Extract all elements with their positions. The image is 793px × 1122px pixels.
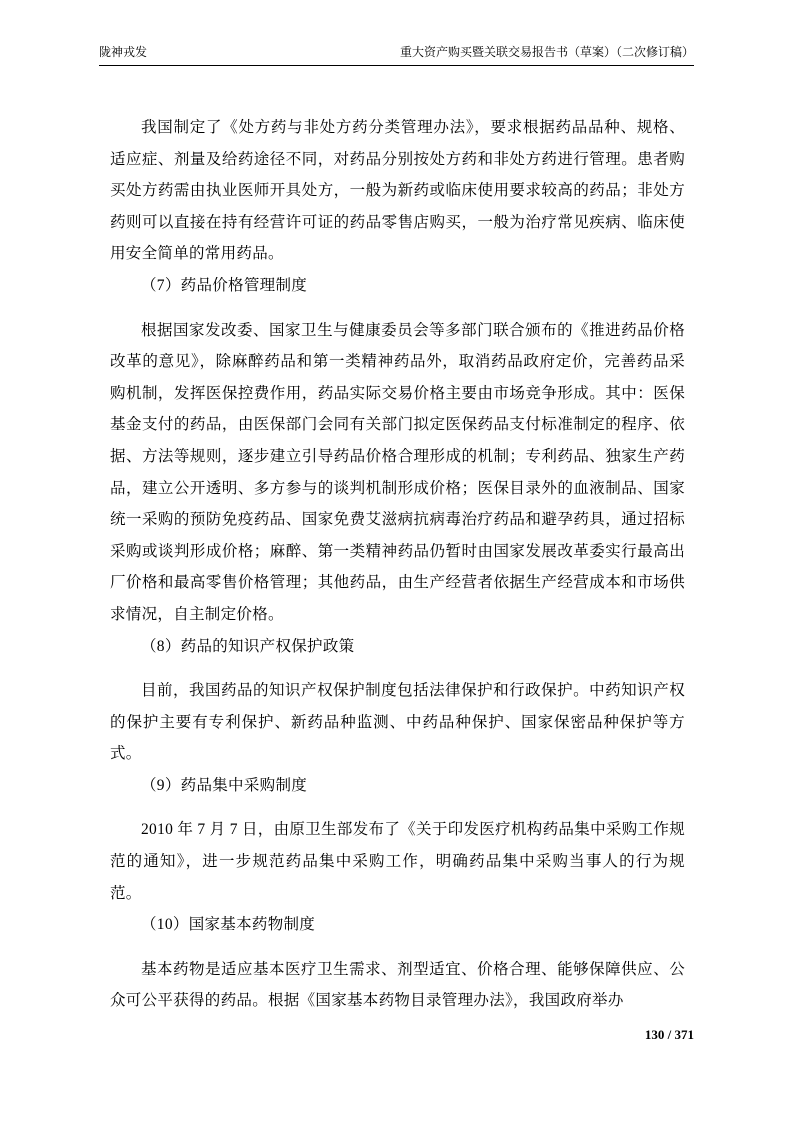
section-heading-7: （7）药品价格管理制度 (141, 276, 308, 294)
body-paragraph: 2010 年 7 月 7 日，由原卫生部发布了《关于印发医疗机构药品集中采购工作规范的通知》，进一步规范药品集中采购工作，明确药品集中采购当事人的行为规范。 (110, 821, 685, 902)
body-paragraph: 目前，我国药品的知识产权保护制度包括法律保护和行政保护。中药知识产权的保护主要有专利保护、新药品种监测、中药品种保护、国家保密品种保护等方式。 (110, 682, 685, 763)
page-header (99, 44, 694, 66)
section-heading-9: （9）药品集中采购制度 (141, 776, 308, 794)
page-number: 130 / 371 (644, 1027, 694, 1042)
section-heading-8: （8）药品的知识产权保护政策 (141, 637, 355, 655)
section-heading-10: （10）国家基本药物制度 (141, 916, 316, 934)
body-paragraph: 根据国家发改委、国家卫生与健康委员会等多部门联合颁布的《推进药品价格改革的意见》，除麻醉药品和第一类精神药品外，取消药品政府定价，完善药品采购机制，发挥医保控费作用，药品实际交易价格主要由市场竞争形成。其中：医保基金支付的药品，由医保部门会同有关部门拟定医保药品支付标准制定的程序、依据、方法等规则，逐步建立引导药品价格合理形成的机制；专利药品、独家生产药品，建立公开透明、多方参与的谈判机制形成价格；医保目录外的血液制品、国家统一采购的预防免疫药品、国家免费艾滋病抗病毒治疗药品和避孕药具，通过招标采购或谈判形成价格；麻醉、第一类精神药品仍暂时由国家发展改革委实行最高出厂价格和最高零售价格管理；其他药品，由生产经营者依据生产经营成本和市场供求情况，自主制定价格。 (110, 321, 685, 623)
body-paragraph: 基本药物是适应基本医疗卫生需求、剂型适宜、价格合理、能够保障供应、公众可公平获得的药品。根据《国家基本药物目录管理办法》，我国政府举办 (110, 960, 685, 1010)
document-body (110, 112, 685, 1017)
body-paragraph: 我国制定了《处方药与非处方药分类管理办法》，要求根据药品品种、规格、适应症、剂量及给药途径不同，对药品分别按处方药和非处方药进行管理。患者购买处方药需由执业医师开具处方，一般为新药或临床使用要求较高的药品；非处方药则可以直接在持有经营许可证的药品零售店购买，一般为治疗常见疾病、临床使用安全简单的常用药品。 (110, 119, 685, 263)
header-document-title: 重大资产购买暨关联交易报告书（草案）（二次修订稿） (399, 45, 694, 59)
header-company-name: 陇神戎发 (99, 45, 148, 59)
